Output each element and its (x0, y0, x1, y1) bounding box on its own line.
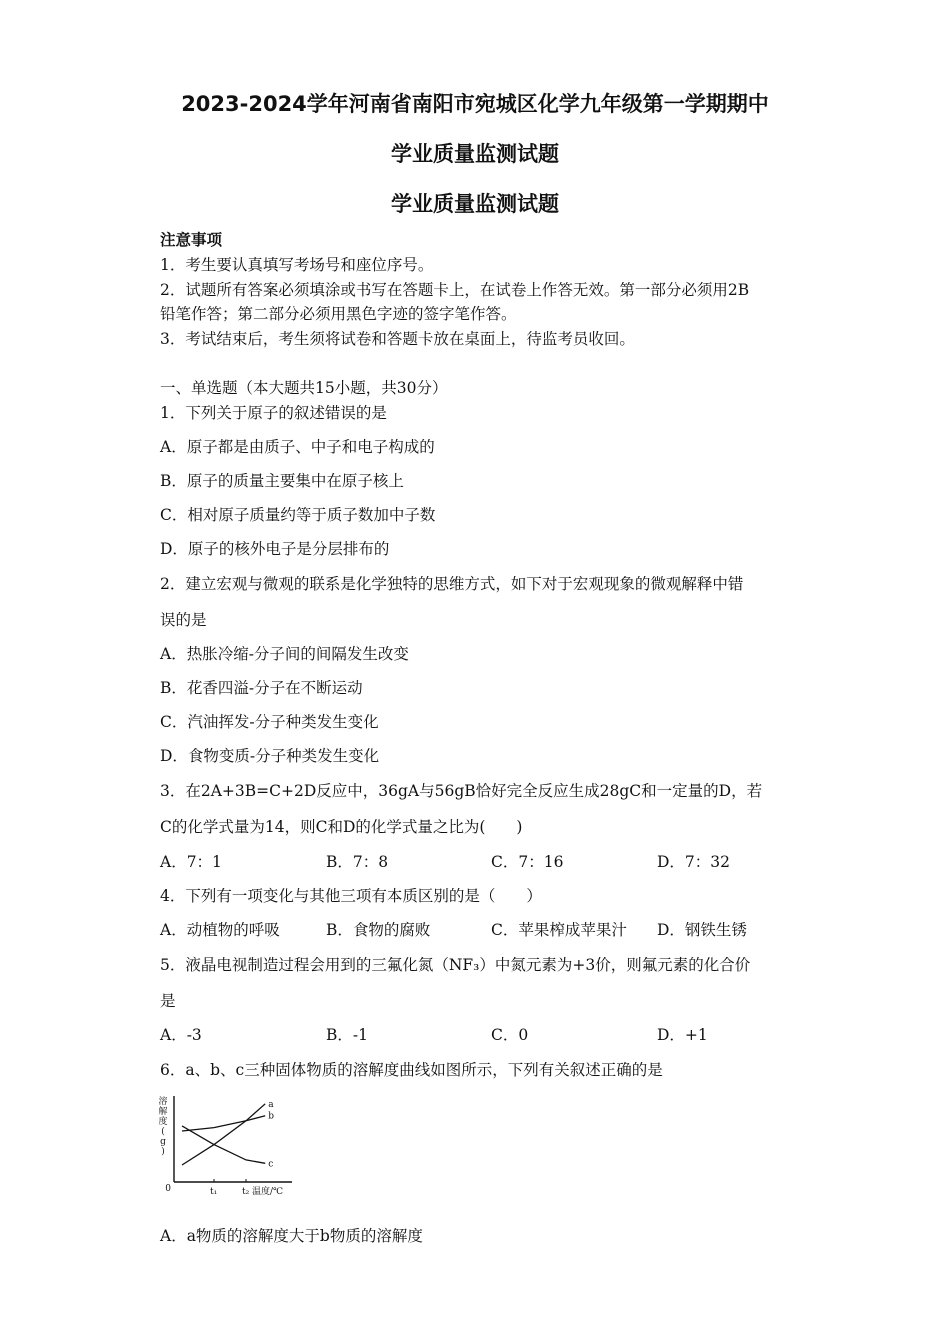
notice-item: 2．试题所有答案必须填涂或书写在答题卡上，在试卷上作答无效。第一部分必须用2B (160, 281, 750, 299)
q3-option-d: D．7：32 (657, 853, 731, 871)
exam-title-line2: 学业质量监测试题 (391, 142, 559, 166)
y-axis-label: 溶解度( g ) (158, 1097, 168, 1157)
notice-item: 3．考试结束后，考生须将试卷和答题卡放在桌面上，待监考员收回。 (160, 330, 635, 348)
section-heading: 一、单选题（本大题共15小题，共30分） (160, 379, 448, 397)
q4-option-a: A．动植物的呼吸 (160, 921, 280, 939)
q3-option-c: C．7：16 (491, 853, 564, 871)
q1-option-d: D．原子的核外电子是分层排布的 (160, 540, 390, 558)
q2-option-b: B．花香四溢-分子在不断运动 (160, 679, 363, 697)
x-axis-label: 温度/℃ (252, 1187, 284, 1197)
q2-option-d: D．食物变质-分子种类发生变化 (160, 747, 380, 765)
curve-label-b: b (268, 1111, 274, 1122)
curve-label-c: c (268, 1159, 274, 1170)
q4-option-d: D．钢铁生锈 (657, 921, 747, 939)
q6-stem: 6．a、b、c三种固体物质的溶解度曲线如图所示，下列有关叙述正确的是 (160, 1061, 663, 1079)
q3-option-a: A．7：1 (160, 853, 222, 871)
q5-stem-line1: 5．液晶电视制造过程会用到的三氟化氮（NF₃）中氮元素为+3价，则氟元素的化合价 (160, 956, 751, 974)
notice-item: 铅笔作答；第二部分必须用黑色字迹的签字笔作答。 (160, 305, 517, 323)
q2-option-a: A．热胀冷缩-分子间的间隔发生改变 (160, 645, 409, 663)
curve-b (182, 1116, 265, 1131)
x-tick-label: t₂ (242, 1187, 250, 1197)
q2-stem-line1: 2．建立宏观与微观的联系是化学独特的思维方式，如下对于宏观现象的微观解释中错 (160, 575, 744, 593)
q5-option-a: A．-3 (160, 1026, 202, 1044)
q3-stem-line2: C的化学式量为14，则C和D的化学式量之比为( ) (160, 818, 523, 836)
x-tick-label: t₁ (210, 1187, 218, 1197)
solubility-chart (154, 1082, 304, 1200)
curve-a (182, 1104, 265, 1165)
q2-option-c: C．汽油挥发-分子种类发生变化 (160, 713, 379, 731)
q1-option-a: A．原子都是由质子、中子和电子构成的 (160, 438, 435, 456)
origin-label: 0 (165, 1184, 171, 1194)
q5-option-b: B．-1 (326, 1026, 368, 1044)
exam-title-line3: 学业质量监测试题 (391, 192, 559, 216)
q5-option-d: D．+1 (657, 1026, 708, 1044)
q1-option-b: B．原子的质量主要集中在原子核上 (160, 472, 404, 490)
q3-stem-line1: 3．在2A+3B=C+2D反应中，36gA与56gB恰好完全反应生成28gC和一定量的D，若 (160, 782, 763, 800)
q4-option-b: B．食物的腐败 (326, 921, 431, 939)
notice-item: 1．考生要认真填写考场号和座位序号。 (160, 256, 434, 274)
q4-stem: 4．下列有一项变化与其他三项有本质区别的是（ ） (160, 887, 542, 905)
q6-option-a: A．a物质的溶解度大于b物质的溶解度 (160, 1227, 423, 1245)
q4-option-c: C．苹果榨成苹果汁 (491, 921, 627, 939)
notice-heading: 注意事项 (160, 230, 223, 249)
q1-option-c: C．相对原子质量约等于质子数加中子数 (160, 506, 436, 524)
q2-stem-line2: 误的是 (160, 611, 207, 629)
exam-title-line1: 2023-2024学年河南省南阳市宛城区化学九年级第一学期期中 (181, 92, 769, 116)
q3-option-b: B．7：8 (326, 853, 389, 871)
q1-stem: 1．下列关于原子的叙述错误的是 (160, 404, 387, 422)
q5-option-c: C．0 (491, 1026, 529, 1044)
curve-label-a: a (268, 1099, 274, 1110)
q5-stem-line2: 是 (160, 992, 176, 1010)
